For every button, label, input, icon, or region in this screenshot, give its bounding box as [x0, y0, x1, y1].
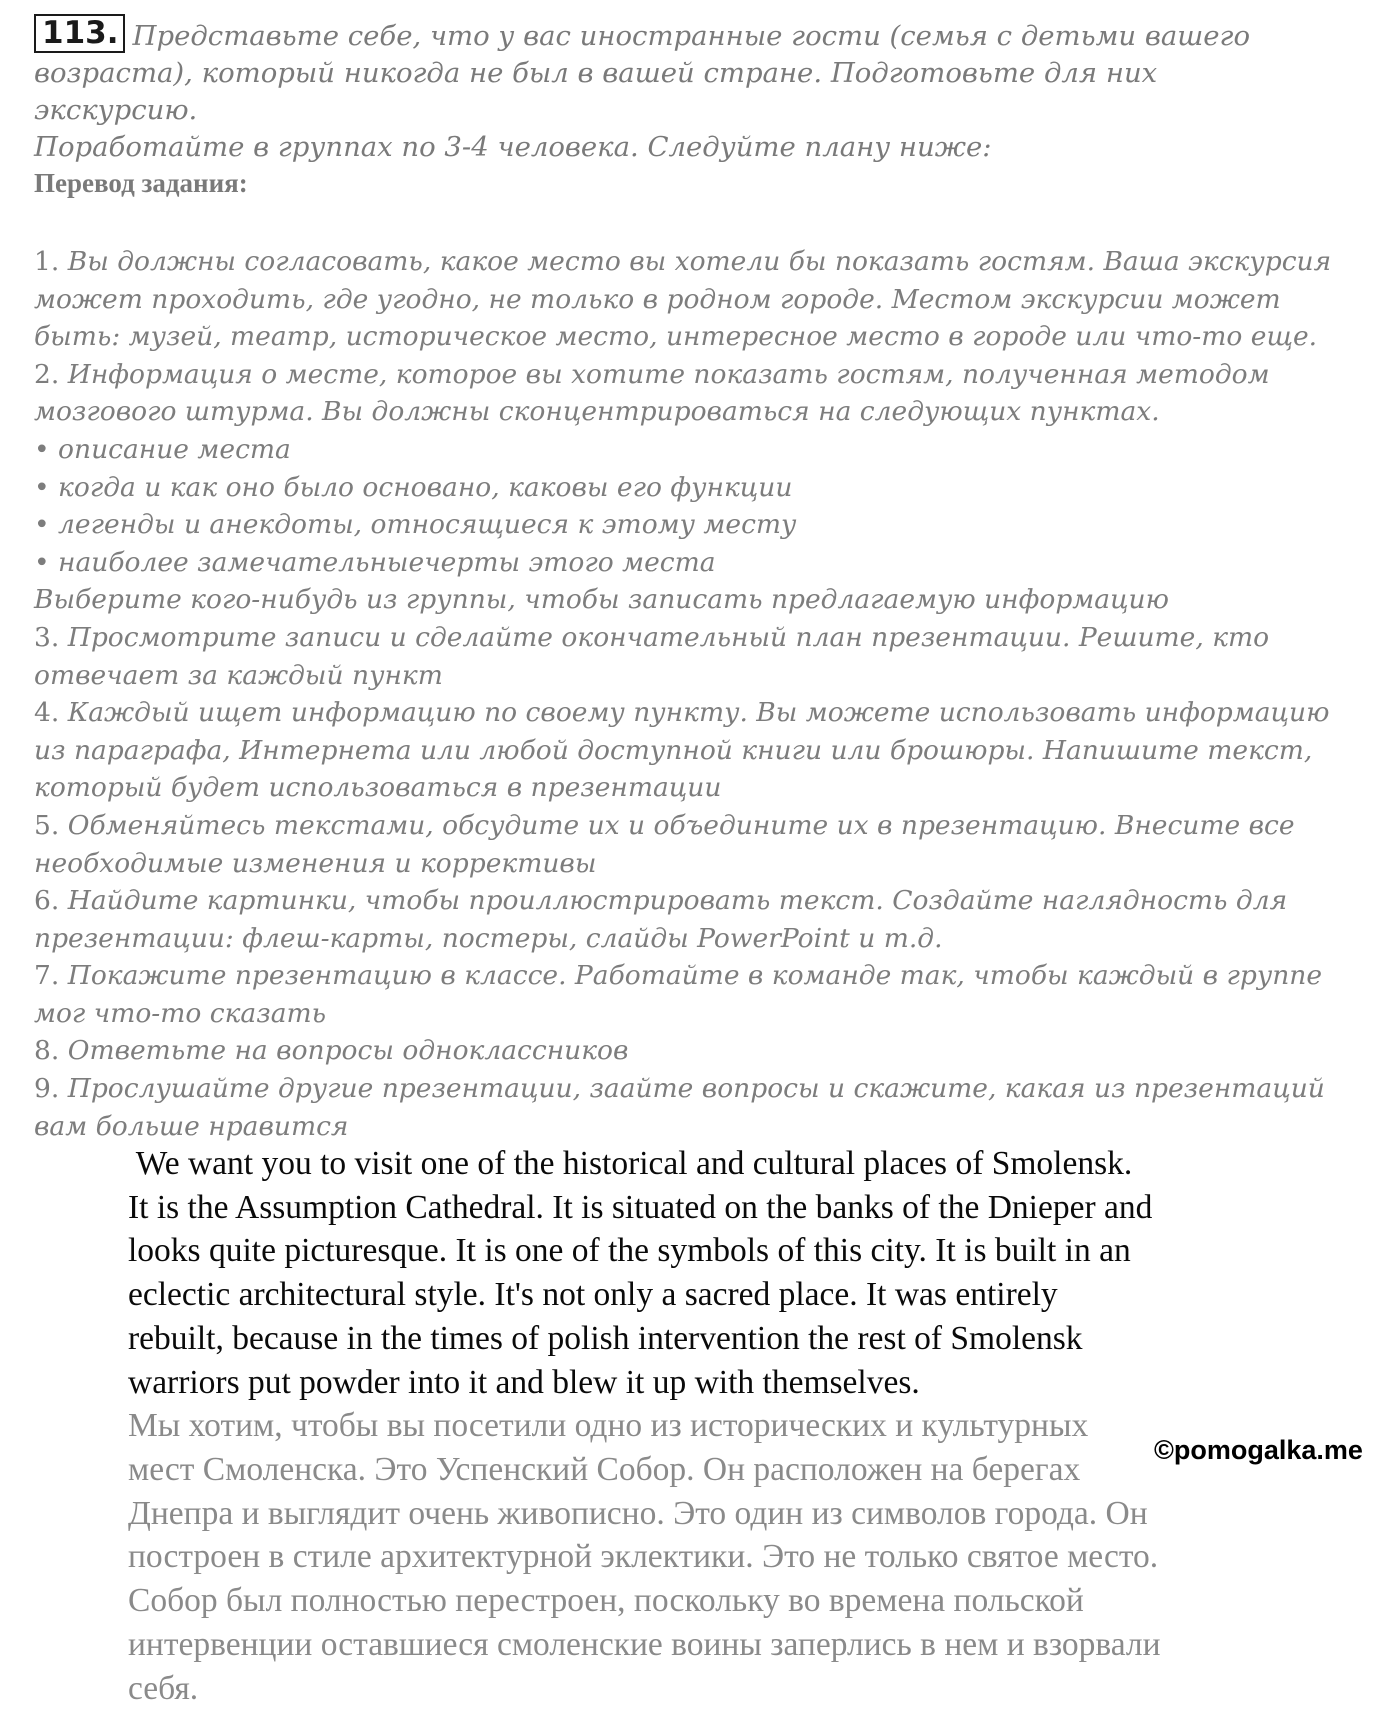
plan-item-number: 3.: [34, 621, 60, 653]
plan-line-text: • наиболее замечательныечерты этого места: [34, 546, 716, 578]
plan-line: [34, 920, 1354, 958]
instruction-line: Представьте себе, что у вас иностранные гости (семья с детьми вашего: [132, 20, 1251, 52]
plan-line: [34, 1070, 1354, 1108]
english-text-line: It is the Assumption Cathedral. It is situated on the banks of the Dnieper and: [128, 1188, 1153, 1226]
plan-line-text: Выберите кого-нибудь из группы, чтобы записать предлагаемую информацию: [34, 584, 1169, 616]
task-number-badge: 113.: [34, 14, 125, 53]
plan-line: [34, 732, 1354, 770]
plan-line-text: мозгового штурма. Вы должны сконцентрироваться на следующих пунктах.: [34, 396, 1160, 428]
plan-line-text: • когда и как оно было основано, каковы его функции: [34, 471, 793, 503]
plan-item-number: 1.: [34, 246, 60, 277]
plan-line-text: презентации: флеш-карты, постеры, слайды PowerPoint и т.д.: [34, 922, 943, 954]
english-text-line: eclectic architectural style. It's not only a sacred place. It was entirely: [128, 1276, 1058, 1314]
plan-line-text: вам больше нравится: [34, 1110, 349, 1142]
plan-line-text: Покажите презентацию в классе. Работайте в команде так, чтобы каждый в группе: [59, 960, 1323, 992]
plan-line: [34, 1032, 1354, 1070]
instruction-line: возраста), который никогда не был в вашей стране. Подготовьте для них экскурсию.: [34, 57, 1158, 126]
plan-line: [34, 281, 1354, 319]
translation-heading: Перевод задания:: [34, 168, 248, 198]
plan-line-text: Ответьте на вопросы одноклассников: [59, 1035, 629, 1067]
plan-line-text: Вы должны согласовать, какое место вы хотели бы показать гостям. Ваша экскурсия: [59, 246, 1332, 277]
instruction-line: Поработайте в группах по 3-4 человека. Следуйте плану ниже:: [34, 131, 992, 163]
plan-line: [34, 318, 1354, 356]
russian-text-line: себя.: [128, 1669, 199, 1707]
plan-line-text: Каждый ищет информацию по своему пункту. Вы можете использовать информацию: [59, 697, 1330, 729]
plan-line-text: Обменяйтесь текстами, обсудите их и объедините их в презентацию. Внесите все: [59, 809, 1295, 841]
plan-item-number: 6.: [34, 885, 60, 917]
plan-line: [34, 882, 1354, 920]
plan-line-text: необходимые изменения и коррективы: [34, 847, 597, 879]
plan-line: [34, 243, 1354, 281]
english-text-line: We want you to visit one of the historical and cultural places of Smolensk.: [128, 1145, 1133, 1182]
plan-line: [34, 807, 1354, 845]
task-instruction: [34, 14, 1314, 166]
plan-line: [34, 356, 1354, 394]
plan-line-text: Найдите картинки, чтобы проиллюстрировать текст. Создайте наглядность для: [59, 885, 1288, 917]
plan-line-text: Просмотрите записи и сделайте окончательный план презентации. Решите, кто: [59, 621, 1270, 653]
plan-line: [34, 581, 1354, 619]
plan-line-text: • описание места: [34, 433, 291, 465]
plan-item-number: 9.: [34, 1073, 60, 1105]
plan-item-number: 4.: [34, 697, 60, 729]
english-answer-text: [128, 1142, 1368, 1404]
plan-line-text: быть: музей, театр, историческое место, интересное место в городе или что-то еще.: [34, 321, 1318, 353]
plan-line-text: отвечает за каждый пункт: [34, 659, 443, 691]
russian-text-line: интервенции оставшиеся смоленские воины заперлись в нем и взорвали: [128, 1625, 1161, 1663]
plan-item-number: 5.: [34, 809, 60, 841]
task-plan-list: [34, 243, 1354, 1145]
plan-line-text: может проходить, где угодно, не только в родном городе. Местом экскурсии может: [34, 283, 1281, 315]
russian-text-line: Собор был полностью перестроен, поскольку во времена польской: [128, 1582, 1084, 1620]
plan-item-number: 2.: [34, 358, 60, 390]
russian-text-line: Днепра и выглядит очень живописно. Это один из символов города. Он: [128, 1494, 1148, 1532]
plan-line: [34, 619, 1354, 657]
plan-line: [34, 657, 1354, 695]
english-text-line: rebuilt, because in the times of polish intervention the rest of Smolensk: [128, 1319, 1083, 1357]
plan-line-text: мог что-то сказать: [34, 997, 327, 1029]
english-text-line: warriors put powder into it and blew it up with themselves.: [128, 1363, 920, 1401]
plan-item-number: 7.: [34, 960, 60, 992]
russian-text-line: Мы хотим, чтобы вы посетили одно из исторических и культурных: [128, 1407, 1089, 1444]
site-watermark: ©pomogalka.me: [1154, 1435, 1363, 1465]
plan-line: [34, 506, 1354, 544]
plan-line: [34, 431, 1354, 469]
plan-line: [34, 544, 1354, 582]
plan-line-text: Информация о месте, которое вы хотите показать гостям, полученная методом: [59, 358, 1270, 390]
english-text-line: looks quite picturesque. It is one of the symbols of this city. It is built in an: [128, 1232, 1131, 1270]
plan-item-number: 8.: [34, 1035, 60, 1067]
plan-line: [34, 957, 1354, 995]
plan-line-text: Прослушайте другие презентации, заайте вопросы и скажите, какая из презентаций: [59, 1073, 1325, 1105]
plan-line: [34, 1108, 1354, 1146]
plan-line: [34, 694, 1354, 732]
plan-line-text: который будет использоваться в презентации: [34, 772, 722, 804]
russian-text-line: мест Смоленска. Это Успенский Собор. Он расположен на берегах: [128, 1450, 1081, 1488]
plan-line: [34, 769, 1354, 807]
plan-line: [34, 393, 1354, 431]
plan-line-text: • легенды и анекдоты, относящиеся к этому месту: [34, 509, 797, 541]
russian-text-line: построен в стиле архитектурной эклектики. Это не только святое место.: [128, 1538, 1159, 1576]
plan-line: [34, 995, 1354, 1033]
plan-line: [34, 845, 1354, 883]
plan-line-text: из параграфа, Интернета или любой доступной книги или брошюры. Напишите текст,: [34, 734, 1313, 766]
plan-line: [34, 469, 1354, 507]
